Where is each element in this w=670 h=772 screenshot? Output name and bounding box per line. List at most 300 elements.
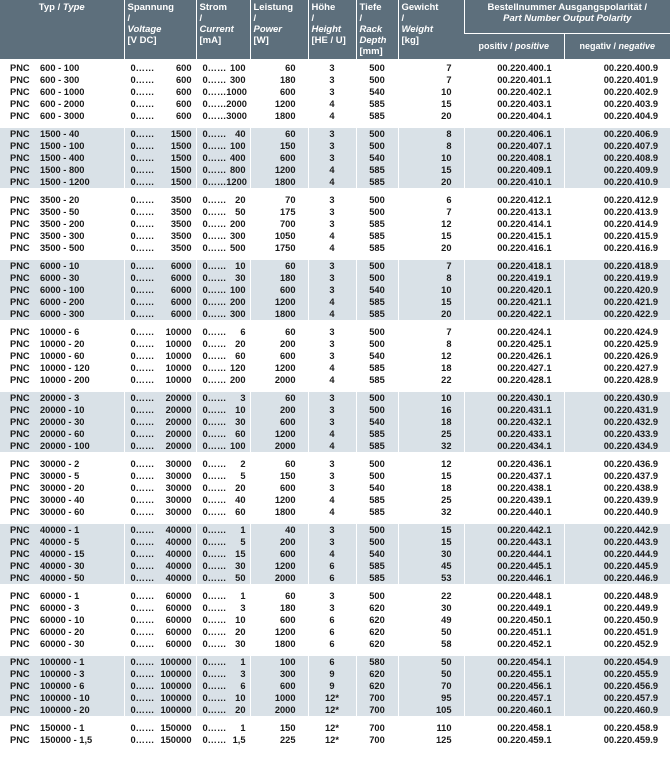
- type-line: [0, 722, 124, 734]
- type-prefix: PNC: [10, 363, 30, 373]
- voltage-line: [125, 296, 196, 308]
- model-name: 150000 - 1: [40, 723, 85, 733]
- current-min: 0……: [202, 591, 227, 601]
- part-number-negative: 00.220.439.9: [603, 495, 659, 505]
- height-value: 6: [329, 573, 335, 583]
- part-number-negative: 00.220.446.9: [603, 573, 659, 583]
- current-min: 0……: [202, 219, 227, 229]
- part-number-negative: 00.220.438.9: [603, 483, 659, 493]
- cell-height: [308, 257, 356, 323]
- part-number-positive: 00.220.428.1: [497, 375, 552, 385]
- type-line: [0, 602, 124, 614]
- cell-depth: [356, 125, 398, 191]
- current-max: 1: [240, 657, 246, 667]
- part-number-negative: 00.220.440.9: [603, 507, 659, 517]
- type-prefix: PNC: [10, 603, 30, 613]
- part-number-positive: 00.220.412.1: [497, 195, 552, 205]
- voltage-max: 3500: [170, 243, 192, 253]
- cell-part-positive: [464, 587, 564, 653]
- current-line: [197, 62, 250, 74]
- current-max: 30: [235, 273, 246, 283]
- part-number-positive: 00.220.434.1: [497, 441, 552, 451]
- voltage-line: [125, 572, 196, 584]
- voltage-max: 600: [175, 75, 192, 85]
- voltage-min: 0……: [130, 573, 155, 583]
- height-value: 3: [329, 219, 335, 229]
- voltage-line: [125, 458, 196, 470]
- cell-voltage: [124, 323, 196, 389]
- depth-value: 500: [369, 393, 385, 403]
- depth-value: 585: [369, 231, 385, 241]
- cell-part-positive: [464, 653, 564, 719]
- voltage-max: 600: [175, 111, 192, 121]
- voltage-line: [125, 98, 196, 110]
- part-number-negative: 00.220.414.9: [603, 219, 659, 229]
- model-name: 100000 - 10: [40, 693, 90, 703]
- power-value: 1200: [274, 297, 296, 307]
- type-line: [0, 272, 124, 284]
- height-value: 3: [329, 141, 335, 151]
- voltage-max: 6000: [170, 297, 192, 307]
- part-number-negative: 00.220.402.9: [603, 87, 659, 97]
- part-number-negative: 00.220.404.9: [603, 111, 659, 121]
- current-min: 0……: [202, 63, 227, 73]
- current-line: [197, 260, 250, 272]
- model-name: 3500 - 200: [40, 219, 85, 229]
- cell-depth: [356, 323, 398, 389]
- depth-value: 585: [369, 243, 385, 253]
- type-line: [0, 140, 124, 152]
- part-number-positive: 00.220.409.1: [497, 165, 552, 175]
- voltage-min: 0……: [130, 195, 155, 205]
- model-name: 20000 - 3: [40, 393, 80, 403]
- type-line: [0, 98, 124, 110]
- col-header-weight: Gewicht / Weight [kg]: [398, 0, 464, 61]
- col-header-current: Strom / Current [mA]: [196, 0, 250, 61]
- voltage-max: 10000: [165, 363, 192, 373]
- model-name: 3500 - 50: [40, 207, 80, 217]
- height-value: 6: [329, 561, 335, 571]
- current-max: 10: [235, 693, 246, 703]
- height-value: 3: [329, 261, 335, 271]
- voltage-min: 0……: [130, 429, 155, 439]
- type-line: [0, 374, 124, 386]
- voltage-line: [125, 638, 196, 650]
- depth-value: 500: [369, 273, 385, 283]
- type-prefix: PNC: [10, 351, 30, 361]
- model-name: 60000 - 20: [40, 627, 85, 637]
- weight-value: 18: [441, 363, 452, 373]
- voltage-min: 0……: [130, 459, 155, 469]
- weight-value: 12: [441, 351, 452, 361]
- voltage-max: 20000: [165, 417, 192, 427]
- cell-power: [250, 587, 308, 653]
- voltage-line: [125, 470, 196, 482]
- type-line: [0, 536, 124, 548]
- power-value: 1800: [274, 177, 296, 187]
- cell-weight: [398, 323, 464, 389]
- cell-current: [196, 125, 250, 191]
- type-line: [0, 242, 124, 254]
- height-value: 4: [329, 507, 335, 517]
- model-name: 60000 - 30: [40, 639, 85, 649]
- current-min: 0……: [202, 639, 227, 649]
- current-max: 60: [235, 507, 246, 517]
- col-header-depth-main: Tiefe: [359, 2, 382, 13]
- voltage-max: 10000: [165, 375, 192, 385]
- current-max: 30: [235, 639, 246, 649]
- current-min: 0……: [202, 723, 227, 733]
- current-min: 0……: [202, 429, 227, 439]
- model-name: 1500 - 1200: [40, 177, 90, 187]
- part-number-positive: 00.220.431.1: [497, 405, 552, 415]
- cell-part-negative: [564, 389, 670, 455]
- depth-value: 500: [369, 129, 385, 139]
- power-value: 1800: [274, 639, 296, 649]
- current-line: [197, 404, 250, 416]
- type-prefix: PNC: [10, 417, 30, 427]
- type-prefix: PNC: [10, 153, 30, 163]
- part-number-positive: 00.220.436.1: [497, 459, 552, 469]
- cell-voltage: [124, 719, 196, 746]
- height-value: 4: [329, 99, 335, 109]
- voltage-min: 0……: [130, 243, 155, 253]
- height-value: 4: [329, 441, 335, 451]
- depth-value: 500: [369, 261, 385, 271]
- voltage-min: 0……: [130, 207, 155, 217]
- height-value: 4: [329, 111, 335, 121]
- voltage-line: [125, 734, 196, 746]
- cell-depth: [356, 389, 398, 455]
- weight-value: 25: [441, 429, 452, 439]
- voltage-min: 0……: [130, 87, 155, 97]
- voltage-min: 0……: [130, 327, 155, 337]
- type-line: [0, 62, 124, 74]
- current-min: 0……: [202, 549, 227, 559]
- depth-value: 700: [369, 693, 385, 703]
- type-prefix: PNC: [10, 309, 30, 319]
- voltage-max: 60000: [165, 603, 192, 613]
- voltage-line: [125, 704, 196, 716]
- current-max: 20: [235, 195, 246, 205]
- voltage-min: 0……: [130, 525, 155, 535]
- model-name: 3500 - 300: [40, 231, 85, 241]
- power-value: 60: [285, 459, 296, 469]
- part-number-positive: 00.220.403.1: [497, 99, 552, 109]
- voltage-max: 150000: [160, 723, 192, 733]
- voltage-min: 0……: [130, 441, 155, 451]
- weight-value: 50: [441, 669, 452, 679]
- current-max: 100: [229, 285, 246, 295]
- current-min: 0……: [202, 195, 227, 205]
- cell-part-positive: [464, 125, 564, 191]
- voltage-max: 6000: [170, 309, 192, 319]
- depth-value: 620: [369, 615, 385, 625]
- voltage-max: 30000: [165, 459, 192, 469]
- height-value: 4: [329, 549, 335, 559]
- current-min: 0……: [202, 405, 227, 415]
- current-min: 0……: [202, 417, 227, 427]
- type-line: [0, 362, 124, 374]
- weight-value: 8: [446, 273, 452, 283]
- power-value: 40: [285, 525, 296, 535]
- height-value: 3: [329, 525, 335, 535]
- power-value: 200: [279, 537, 296, 547]
- cell-power: [250, 125, 308, 191]
- voltage-line: [125, 626, 196, 638]
- cell-type: [0, 389, 124, 455]
- col-header-type-sub: Type: [62, 2, 85, 13]
- type-line: [0, 704, 124, 716]
- part-number-negative: 00.220.458.9: [603, 723, 659, 733]
- cell-current: [196, 191, 250, 257]
- power-value: 225: [279, 735, 296, 745]
- voltage-line: [125, 230, 196, 242]
- power-value: 1000: [274, 693, 296, 703]
- weight-value: 20: [441, 243, 452, 253]
- power-value: 70: [285, 195, 296, 205]
- voltage-max: 100000: [160, 657, 192, 667]
- part-number-positive: 00.220.452.1: [497, 639, 552, 649]
- current-min: 0……: [202, 507, 227, 517]
- type-prefix: PNC: [10, 525, 30, 535]
- cell-type: [0, 521, 124, 587]
- depth-value: 585: [369, 561, 385, 571]
- cell-weight: [398, 125, 464, 191]
- model-name: 20000 - 10: [40, 405, 85, 415]
- cell-weight: [398, 257, 464, 323]
- height-value: 3: [329, 537, 335, 547]
- height-value: 12*: [325, 705, 339, 715]
- part-number-positive: 00.220.408.1: [497, 153, 552, 163]
- table-row-group: [0, 455, 670, 521]
- part-number-positive: 00.220.421.1: [497, 297, 552, 307]
- current-min: 0……: [202, 483, 227, 493]
- current-max: 1200: [226, 177, 247, 187]
- model-name: 3500 - 20: [40, 195, 80, 205]
- current-min: 0……: [202, 495, 227, 505]
- model-name: 1500 - 40: [40, 129, 80, 139]
- current-line: [197, 548, 250, 560]
- current-max: 100: [229, 441, 246, 451]
- type-prefix: PNC: [10, 231, 30, 241]
- col-header-weight-main: Gewicht: [401, 2, 439, 13]
- table-row-group: [0, 125, 670, 191]
- type-line: [0, 128, 124, 140]
- col-header-type-main: Typ: [38, 2, 55, 13]
- model-name: 60000 - 3: [40, 603, 80, 613]
- cell-depth: [356, 587, 398, 653]
- part-number-negative: 00.220.445.9: [603, 561, 659, 571]
- weight-value: 18: [441, 417, 452, 427]
- current-max: 5: [240, 471, 246, 481]
- voltage-max: 20000: [165, 393, 192, 403]
- cell-current: [196, 257, 250, 323]
- current-max: 30: [235, 561, 246, 571]
- height-value: 12*: [325, 723, 339, 733]
- type-line: [0, 428, 124, 440]
- model-name: 6000 - 10: [40, 261, 80, 271]
- model-name: 150000 - 1,5: [40, 735, 93, 745]
- col-header-weight-sub: Weight: [401, 24, 433, 35]
- model-name: 10000 - 200: [40, 375, 90, 385]
- cell-power: [250, 719, 308, 746]
- current-min: 0……: [202, 705, 227, 715]
- model-name: 600 - 100: [40, 63, 80, 73]
- voltage-min: 0……: [130, 231, 155, 241]
- height-value: 3: [329, 285, 335, 295]
- voltage-line: [125, 548, 196, 560]
- current-line: [197, 482, 250, 494]
- voltage-line: [125, 272, 196, 284]
- voltage-max: 20000: [165, 405, 192, 415]
- type-line: [0, 506, 124, 518]
- model-name: 40000 - 1: [40, 525, 80, 535]
- cell-part-negative: [564, 323, 670, 389]
- part-number-negative: 00.220.457.9: [603, 693, 659, 703]
- part-number-positive: 00.220.418.1: [497, 261, 552, 271]
- weight-value: 53: [441, 573, 452, 583]
- col-header-depth: Tiefe / Rack Depth [mm]: [356, 0, 398, 61]
- voltage-min: 0……: [130, 615, 155, 625]
- voltage-line: [125, 374, 196, 386]
- type-prefix: PNC: [10, 111, 30, 121]
- weight-value: 25: [441, 495, 452, 505]
- voltage-min: 0……: [130, 129, 155, 139]
- cell-weight: [398, 587, 464, 653]
- part-number-negative: 00.220.424.9: [603, 327, 659, 337]
- type-line: [0, 590, 124, 602]
- part-number-negative: 00.220.459.9: [603, 735, 659, 745]
- cell-height: [308, 61, 356, 126]
- part-number-positive: 00.220.416.1: [497, 243, 552, 253]
- voltage-line: [125, 416, 196, 428]
- cell-part-positive: [464, 455, 564, 521]
- current-min: 0……: [202, 327, 227, 337]
- col-header-voltage-sub: Voltage: [127, 24, 162, 35]
- type-line: [0, 176, 124, 188]
- part-number-positive: 00.220.448.1: [497, 591, 552, 601]
- current-line: [197, 614, 250, 626]
- cell-power: [250, 521, 308, 587]
- model-name: 1500 - 400: [40, 153, 85, 163]
- current-line: [197, 590, 250, 602]
- height-value: 3: [329, 153, 335, 163]
- depth-value: 585: [369, 309, 385, 319]
- voltage-max: 10000: [165, 327, 192, 337]
- power-value: 60: [285, 261, 296, 271]
- depth-value: 700: [369, 735, 385, 745]
- part-number-negative: 00.220.427.9: [603, 363, 659, 373]
- cell-type: [0, 587, 124, 653]
- current-max: 3: [240, 603, 246, 613]
- depth-value: 580: [369, 657, 385, 667]
- part-number-positive: 00.220.407.1: [497, 141, 552, 151]
- cell-voltage: [124, 521, 196, 587]
- type-line: [0, 206, 124, 218]
- cell-type: [0, 323, 124, 389]
- depth-value: 585: [369, 219, 385, 229]
- cell-part-positive: [464, 389, 564, 455]
- type-line: [0, 416, 124, 428]
- part-number-positive: 00.220.450.1: [497, 615, 552, 625]
- current-line: [197, 416, 250, 428]
- part-number-positive: 00.220.445.1: [497, 561, 552, 571]
- cell-power: [250, 257, 308, 323]
- depth-value: 500: [369, 537, 385, 547]
- voltage-min: 0……: [130, 99, 155, 109]
- cell-height: [308, 719, 356, 746]
- current-max: 1: [240, 525, 246, 535]
- power-value: 1200: [274, 165, 296, 175]
- depth-value: 700: [369, 705, 385, 715]
- power-value: 1750: [274, 243, 296, 253]
- power-value: 600: [279, 87, 296, 97]
- voltage-max: 3500: [170, 231, 192, 241]
- model-name: 10000 - 60: [40, 351, 85, 361]
- current-max: 6: [240, 327, 246, 337]
- type-line: [0, 668, 124, 680]
- type-line: [0, 638, 124, 650]
- cell-type: [0, 125, 124, 191]
- voltage-max: 100000: [160, 669, 192, 679]
- depth-value: 540: [369, 153, 385, 163]
- current-max: 800: [229, 165, 246, 175]
- part-number-negative: 00.220.418.9: [603, 261, 659, 271]
- part-number-negative: 00.220.426.9: [603, 351, 659, 361]
- cell-part-positive: [464, 323, 564, 389]
- model-name: 20000 - 100: [40, 441, 90, 451]
- weight-value: 7: [446, 63, 452, 73]
- voltage-min: 0……: [130, 735, 155, 745]
- depth-value: 540: [369, 417, 385, 427]
- current-line: [197, 284, 250, 296]
- cell-current: [196, 521, 250, 587]
- cell-weight: [398, 191, 464, 257]
- type-line: [0, 692, 124, 704]
- voltage-line: [125, 218, 196, 230]
- current-min: 0……: [202, 459, 227, 469]
- part-number-positive: 00.220.457.1: [497, 693, 552, 703]
- part-number-negative: 00.220.400.9: [603, 63, 659, 73]
- current-line: [197, 572, 250, 584]
- voltage-line: [125, 392, 196, 404]
- part-number-negative: 00.220.452.9: [603, 639, 659, 649]
- cell-part-negative: [564, 521, 670, 587]
- col-header-positive-main: positiv: [478, 41, 508, 52]
- height-value: 4: [329, 165, 335, 175]
- col-header-negative-main: negativ: [579, 41, 611, 52]
- type-prefix: PNC: [10, 549, 30, 559]
- current-min: 0……: [202, 141, 227, 151]
- cell-current: [196, 61, 250, 126]
- current-line: [197, 680, 250, 692]
- type-prefix: PNC: [10, 591, 30, 601]
- current-line: [197, 524, 250, 536]
- height-value: 4: [329, 429, 335, 439]
- current-line: [197, 722, 250, 734]
- cell-depth: [356, 719, 398, 746]
- cell-current: [196, 719, 250, 746]
- voltage-line: [125, 494, 196, 506]
- model-name: 100000 - 3: [40, 669, 85, 679]
- col-header-negative: negativ / negative: [564, 34, 670, 61]
- height-value: 3: [329, 471, 335, 481]
- part-number-positive: 00.220.433.1: [497, 429, 552, 439]
- voltage-max: 1500: [170, 177, 192, 187]
- col-header-power-unit: [W]: [253, 35, 269, 46]
- current-min: 0……: [202, 273, 227, 283]
